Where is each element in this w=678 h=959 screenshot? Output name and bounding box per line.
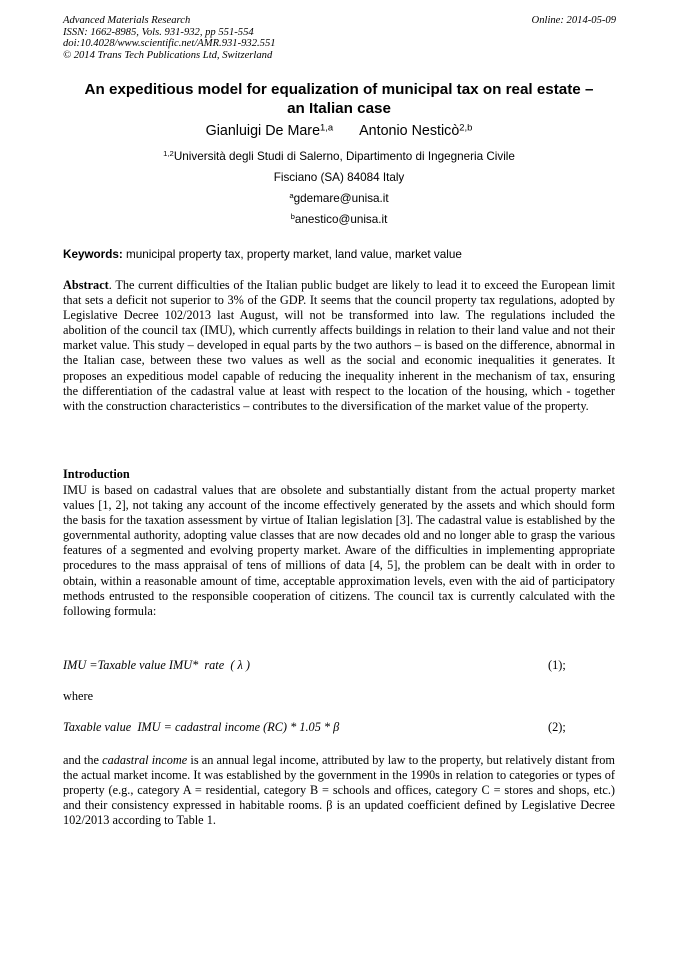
- journal-issn: ISSN: 1662-8985, Vols. 931-932, pp 551-554: [63, 26, 254, 38]
- introduction-paragraph: IMU is based on cadastral values that are obsolete and substantially distant from the actual property market values [1, 2], not taking any account of the income effectively generated by the assets and which should form the basis for the taxation assessment by virtue of Italian legislation [3]. The cadastral value is established by the governmental authority, adopting value classes that are now decades old and no longer able to grasp the various features of a segmented and evolving property market. Aware of the difficulties in implementing appropriate procedures to the mass appraisal of tens of millions of data [4, 5], the problem can be dealt with in order to obtain, within a reasonable amount of time, acceptable approximation levels, even with the aid of participatory methods entrusted to the responsible cooperation of citizens. The council tax is currently calculated with the following formula:: [63, 483, 615, 618]
- cadastral-income-term: cadastral income: [102, 753, 188, 767]
- authors: [63, 122, 615, 140]
- where-text: where: [63, 689, 94, 703]
- title-line-2: an Italian case: [287, 100, 391, 117]
- journal-info: [63, 15, 276, 61]
- abstract-paragraph: [63, 278, 615, 414]
- formula-1: IMU =Taxable value IMU* rate ( λ ): [63, 658, 250, 672]
- keywords-label: Keywords:: [63, 248, 123, 261]
- formula-2-number: (2);: [548, 720, 566, 734]
- email-a: $^a$gdemare@unisa.it: [289, 191, 389, 205]
- formula-2: Taxable value IMU = cadastral income (RC) * 1.05 * β: [63, 720, 340, 734]
- journal-copyright: © 2014 Trans Tech Publications Ltd, Switzerland: [63, 49, 273, 61]
- email-b-sup: b: [290, 212, 295, 222]
- formula-1-number: (1);: [548, 658, 566, 672]
- keywords-text: municipal property tax, property market, land value, market value: [122, 248, 462, 261]
- abstract-label: Abstract: [63, 278, 109, 292]
- online-date: Online: 2014-05-09: [531, 15, 616, 26]
- paper-title: [63, 80, 615, 118]
- author-2-name: Antonio Nesticò: [359, 123, 460, 139]
- abstract-text: . The current difficulties of the Italian public budget are likely to lead it to exceed the European limit that sets a deficit not superior to 3% of the GDP. It seems that the council property tax regulations, adopted by Legislative Decree 102/2013 last August, will not be transformed into law. The regulations included the abolition of the council tax (IMU), which currently affects buildings in relation to their land value and not their market value. This study – developed in equal parts by the two authors – is based on the difference, abnormal in the Italian case, between these two values as well as the social and economic inequalities it generates. It proposes an expeditious model capable of reducing the inequality inherent in the mechanism of tax, ensuring the differentiation of the cadastral value at least with respect to the location of the housing, which - together with the construction characteristics – contributes to the diversification of the market value of the property.: [63, 278, 615, 413]
- email-b: $^b$anestico@unisa.it: [290, 212, 388, 226]
- journal-name: Advanced Materials Research: [63, 15, 191, 26]
- journal-doi: doi:10.4028/www.scientific.net/AMR.931-932.551: [63, 38, 276, 50]
- email-a-sup: a: [289, 191, 294, 201]
- introduction-heading: Introduction: [63, 467, 130, 481]
- author-2-sup: 2,b: [459, 121, 473, 133]
- author-1-name: Gianluigi De Mare: [205, 123, 321, 139]
- author-1-sup: 1,a: [320, 121, 334, 133]
- closing-paragraph: and the cadastral income is an annual legal income, attributed by law to the property, but relatively distant from the actual market income. It was established by the government in the 1990s in relation to categories or types of property (e.g., category A = residential, category B = schools and offices, category C = stores and shops, etc.) and their consistency expressed in habitable rooms. β is an updated coefficient defined by Legislative Decree 102/2013 according to Table 1.: [63, 753, 615, 828]
- title-line-1: An expeditious model for equalization of municipal tax on real estate –: [84, 81, 594, 98]
- affiliation-line-2: Fisciano (SA) 84084 Italy: [273, 171, 405, 184]
- affiliation-line-1: $^{1,2}$Università degli Studi di Salerno, Dipartimento di Ingegneria Civile: [163, 149, 515, 163]
- affiliation-sup: 1,2: [163, 149, 174, 159]
- keywords: [63, 248, 615, 262]
